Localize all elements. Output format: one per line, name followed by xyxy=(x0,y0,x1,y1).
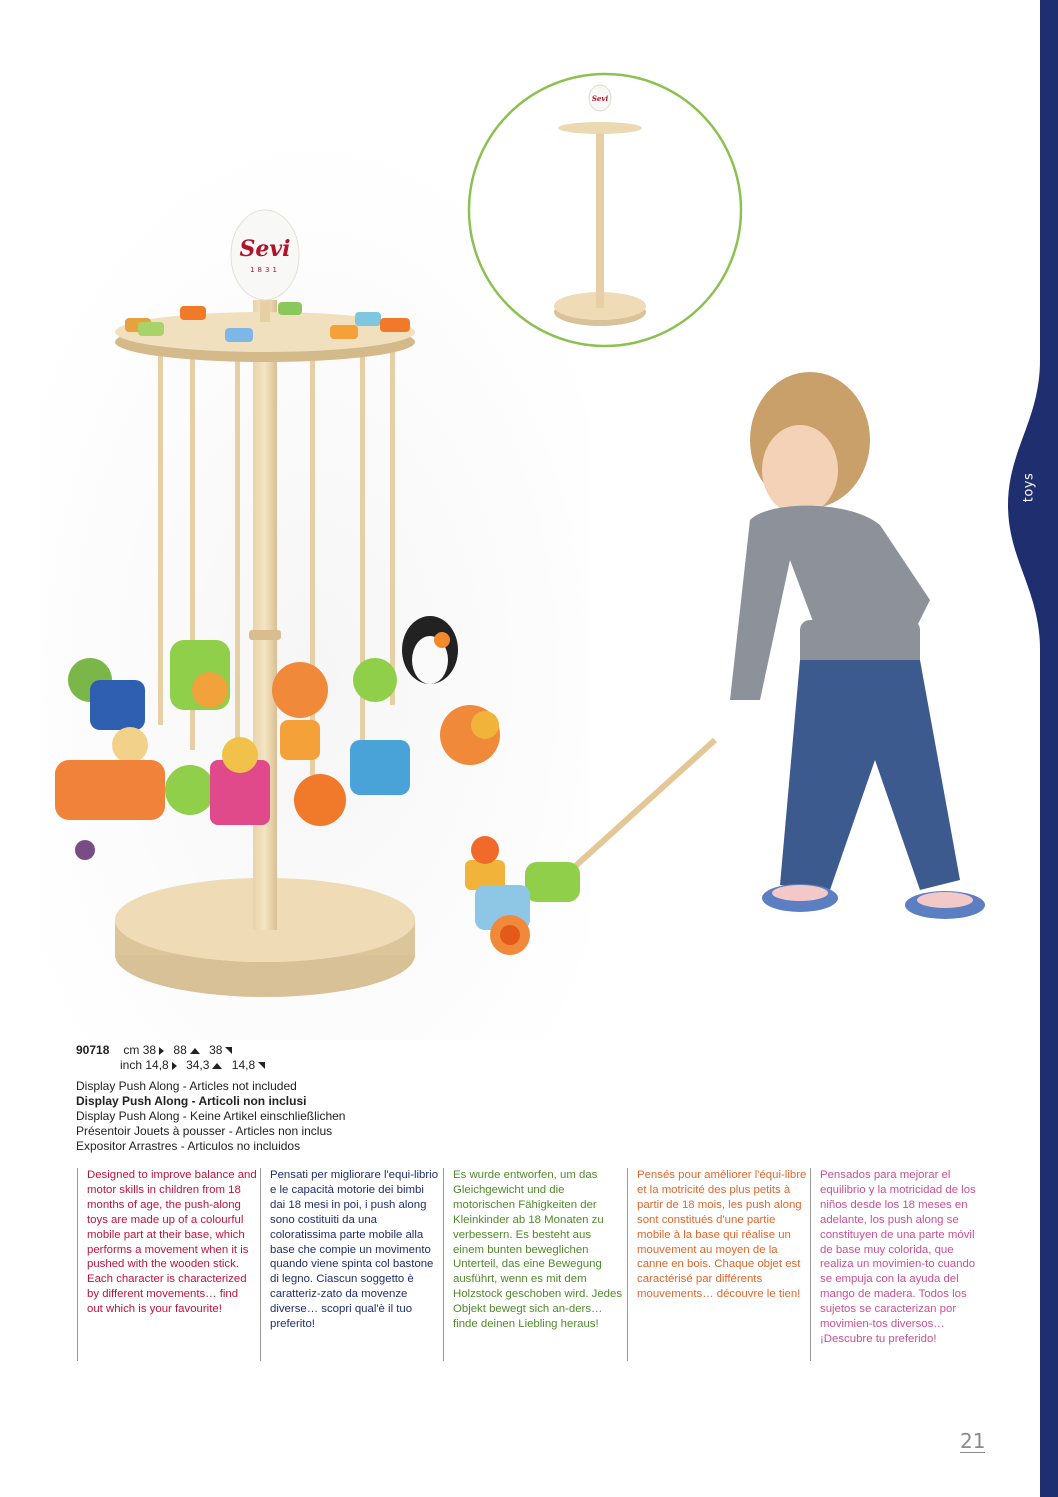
product-spec xyxy=(76,1043,271,1073)
stand-inset-circle xyxy=(469,74,741,346)
product-illustration xyxy=(30,0,990,1040)
dims-inch-depth: 14,8 xyxy=(231,1058,256,1072)
dims-cm-unit: cm xyxy=(123,1043,140,1057)
description-spanish: Pensados para mejorar el equilibrio y la motricidad de los niños desde los 18 meses en adelante, los push along se constituyen de una parte móvil de base muy colorida, que realiza un movimien-to cuando se empuja con la ayuda del mango de madera. Todos los sujetos se caracterizan por movimien-tos diversos… ¡Descubre tu preferido! xyxy=(810,1168,990,1361)
width-arrow-icon xyxy=(172,1062,177,1070)
height-arrow-icon xyxy=(212,1063,222,1069)
product-name-fr: Présentoir Jouets à pousser - Articles non inclus xyxy=(76,1124,333,1138)
product-code: 90718 xyxy=(76,1043,110,1057)
logo-text: Sevi xyxy=(239,236,291,262)
product-names xyxy=(76,1079,345,1154)
depth-arrow-icon xyxy=(225,1047,232,1054)
dims-cm-depth: 38 xyxy=(209,1043,223,1057)
product-name-en: Display Push Along - Articles not included xyxy=(76,1079,297,1093)
product-name-es: Expositor Arrastres - Articulos no incluidos xyxy=(76,1139,301,1153)
side-tab-label: toys xyxy=(1021,472,1037,503)
depth-arrow-icon xyxy=(258,1062,265,1069)
side-tab-shape xyxy=(998,0,1058,1497)
dims-inch-height: 34,3 xyxy=(186,1058,210,1072)
product-name-de: Display Push Along - Keine Artikel einschließlichen xyxy=(76,1109,346,1123)
dims-cm-height: 88 xyxy=(173,1043,187,1057)
dims-cm-width: 38 xyxy=(142,1043,157,1057)
width-arrow-icon xyxy=(159,1047,164,1055)
description-english: Designed to improve balance and motor skills in children from 18 months of age, the push-along toys are made up of a colourful mobile part at their base, which performs a movement when it is pushed with the wooden stick. Each character is characterized by different movements… find out which is your favourite! xyxy=(77,1168,257,1361)
description-french: Pensés pour améliorer l'équi-libre et la motricité des plus petits à partir de 18 mois, les push along sont constitués d'une partie mobile à la base qui réalise un mouvement au moyen de la canne en bois. Chaque objet est caractérisé par différents mouvements… découvre le tien! xyxy=(627,1168,807,1361)
page-number: 21 xyxy=(960,1429,986,1453)
logo-year: 1831 xyxy=(250,266,280,274)
dims-inch-width: 14,8 xyxy=(145,1058,169,1072)
description-italian: Pensati per migliorare l'equi-librio e le capacità motorie dei bimbi dai 18 mesi in poi, i push along sono costituiti da una coloratissima parte mobile alla base che compie un movimento quando viene spinta col bastone di legno. Ciascun soggetto è caratteriz-zato da movenze diverse… scopri qual'è il tuo preferito! xyxy=(260,1168,440,1361)
height-arrow-icon xyxy=(190,1048,200,1054)
product-name-it: Display Push Along - Articoli non inclusi xyxy=(76,1094,307,1108)
inset-logo-text: Sevi xyxy=(591,94,609,103)
dims-inch-unit: inch xyxy=(120,1058,143,1072)
description-german: Es wurde entworfen, um das Gleichgewicht und die motorischen Fähigkeiten der Kleinkinder ab 18 Monaten zu verbessern. Es besteht aus einem bunten beweglichen Unterteil, das eine Bewegung ausführt, wenn es mit dem Holzstock geschoben wird. Jedes Objekt bewegt sich an-ders… finde deinen Liebling heraus! xyxy=(443,1168,623,1361)
product-photo xyxy=(30,0,990,1040)
side-tab xyxy=(998,0,1058,1497)
